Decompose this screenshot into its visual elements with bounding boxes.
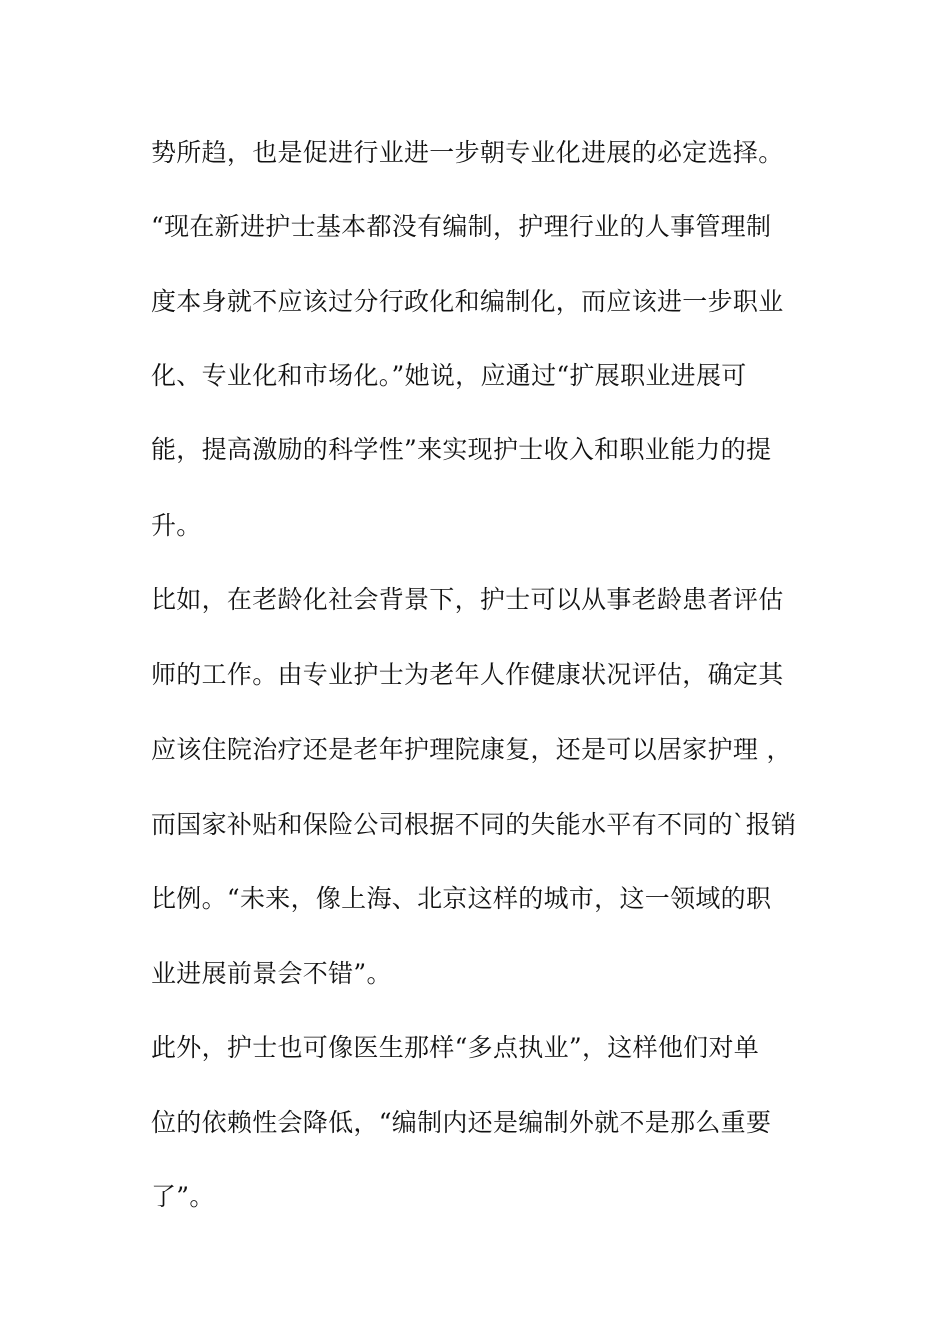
text-line: 势所趋，也是促进行业进一步朝专业化进展的必定选择。 <box>151 138 784 167</box>
text-line: 比如，在老龄化社会背景下，护士可以从事老龄患者评估 <box>151 585 784 614</box>
text-line: 师的工作。由专业护士为老年人作健康状况评估，确定其 <box>151 660 784 689</box>
text-line: 业进展前景会不错”。 <box>151 959 392 988</box>
text-line: 比例。“未来，像上海、北京这样的城市，这一领域的职 <box>151 884 772 913</box>
text-line: 了”。 <box>151 1182 215 1211</box>
text-line: 位的依赖性会降低，“编制内还是编制外就不是那么重要 <box>151 1108 772 1137</box>
text-line: 度本身就不应该过分行政化和编制化，而应该进一步职业 <box>151 287 784 316</box>
text-line: 化、专业化和市场化。”她说，应通过“扩展职业进展可 <box>151 361 747 390</box>
text-line: 升。 <box>151 511 202 540</box>
text-line: 此外，护士也可像医生那样“多点执业”，这样他们对单 <box>151 1033 760 1062</box>
text-line: 能，提高激励的科学性”来实现护士收入和职业能力的提 <box>151 435 772 464</box>
text-line: 而国家补贴和保险公司根据不同的失能水平有不同的`报销 <box>151 810 797 839</box>
text-line: 应该住院治疗还是老年护理院康复，还是可以居家护理 ， <box>151 735 792 764</box>
text-line: “现在新进护士基本都没有编制，护理行业的人事管理制 <box>151 212 772 241</box>
